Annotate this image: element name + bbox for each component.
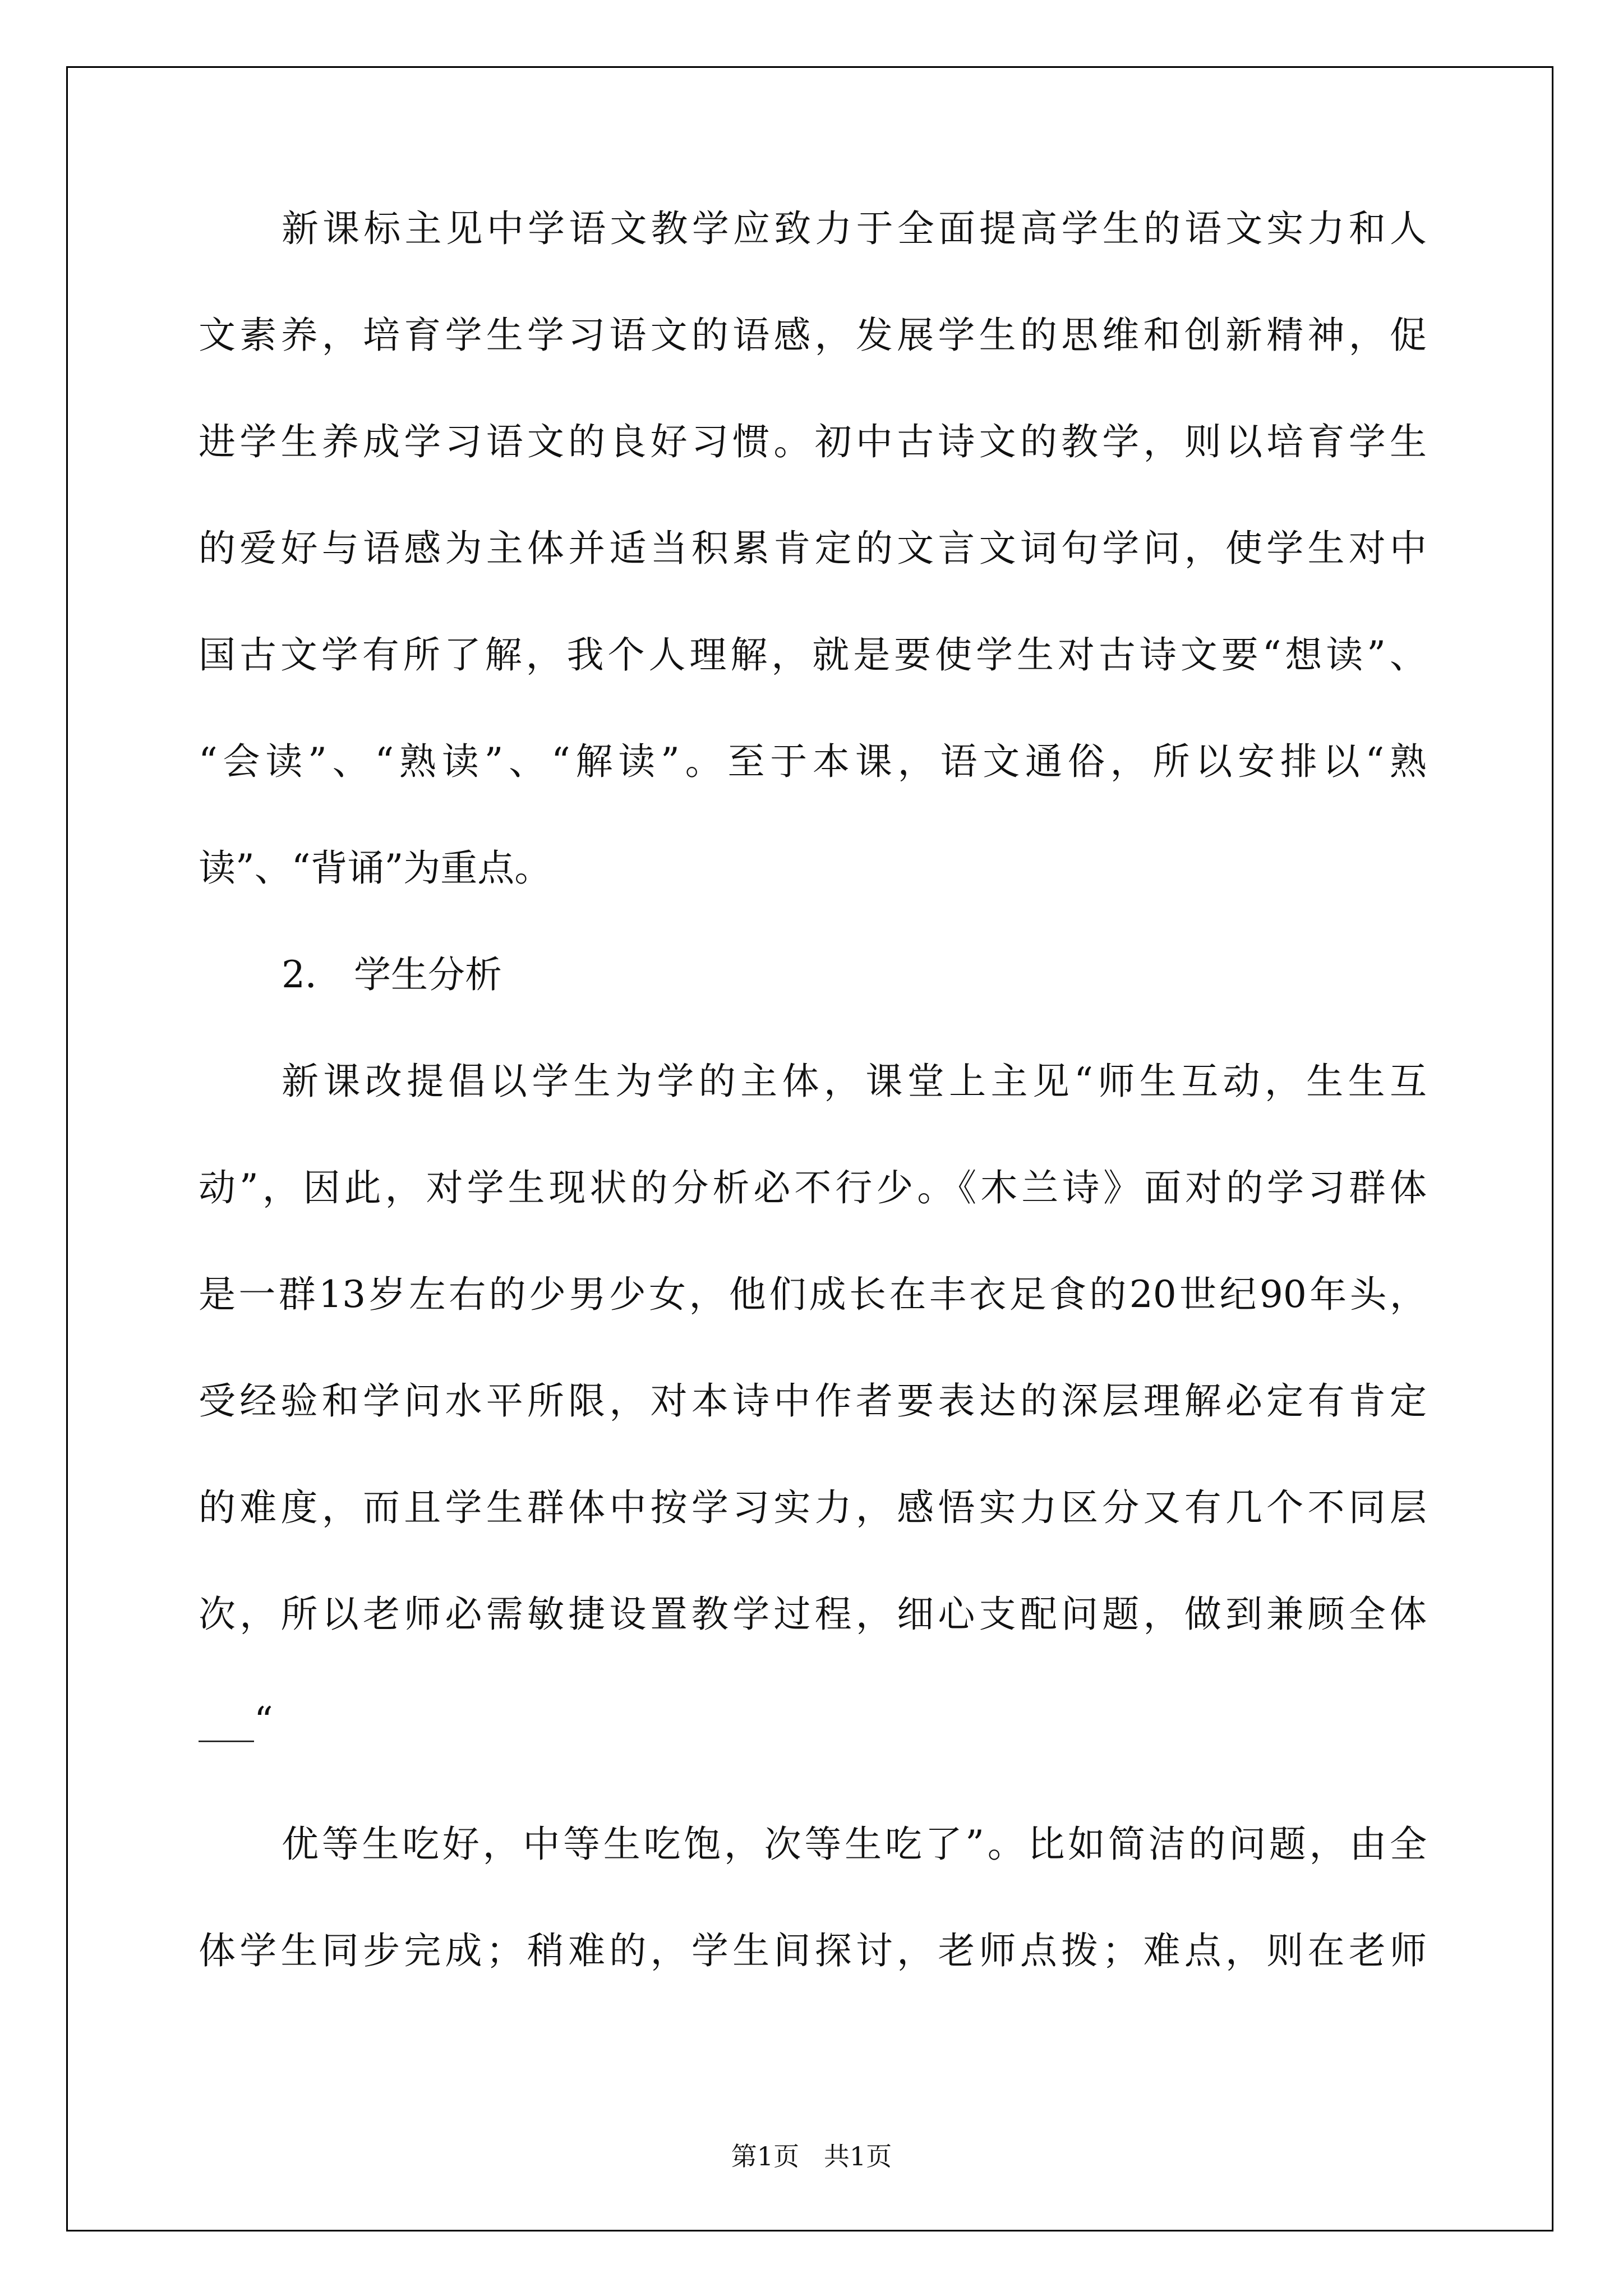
text-line-3: 进学生养成学习语文的良好习惯。初中古诗文的教学，则以培育学生 bbox=[199, 420, 1427, 463]
text-line-2: 文素养，培育学生学习语文的语感，发展学生的思维和创新精神，促 bbox=[199, 314, 1427, 357]
text-line-6: “会读”、“熟读”、“解读”。至于本课，语文通俗，所以安排以“熟 bbox=[199, 740, 1427, 783]
text-line-16: 优等生吃好，中等生吃饱，次等生吃了”。比如简洁的问题，由全 bbox=[282, 1823, 1427, 1866]
text-line-12: 受经验和学问水平所限，对本诗中作者要表达的深层理解必定有肯定 bbox=[199, 1379, 1427, 1423]
text-line-14: 次，所以老师必需敏捷设置教学过程，细心支配问题，做到兼顾全体 bbox=[199, 1593, 1427, 1636]
text-line-10: 动”，因此，对学生现状的分析必不行少。《木兰诗》面对的学习群体 bbox=[199, 1166, 1427, 1209]
text-line-9: 新课改提倡以学生为学的主体，课堂上主见“师生互动，生生互 bbox=[282, 1060, 1427, 1103]
text-line-5: 国古文学有所了解，我个人理解，就是要使学生对古诗文要“想读”、 bbox=[199, 633, 1427, 677]
section-heading: 2． 学生分析 bbox=[282, 953, 502, 996]
text-line-15: ___“ bbox=[199, 1699, 273, 1742]
text-line-17: 体学生同步完成；稍难的，学生间探讨，老师点拨；难点，则在老师 bbox=[199, 1929, 1427, 1972]
page-number-footer: 第1页 共1页 bbox=[731, 2141, 892, 2171]
page-border bbox=[66, 66, 1553, 2231]
text-line-7: 读”、“背诵”为重点。 bbox=[199, 846, 552, 890]
text-line-4: 的爱好与语感为主体并适当积累肯定的文言文词句学问，使学生对中 bbox=[199, 527, 1427, 570]
text-line-1: 新课标主见中学语文教学应致力于全面提高学生的语文实力和人 bbox=[282, 207, 1427, 250]
text-line-11: 是一群13岁左右的少男少女，他们成长在丰衣足食的20世纪90年头， bbox=[199, 1273, 1427, 1316]
text-line-13: 的难度，而且学生群体中按学习实力，感悟实力区分又有几个不同层 bbox=[199, 1486, 1427, 1529]
